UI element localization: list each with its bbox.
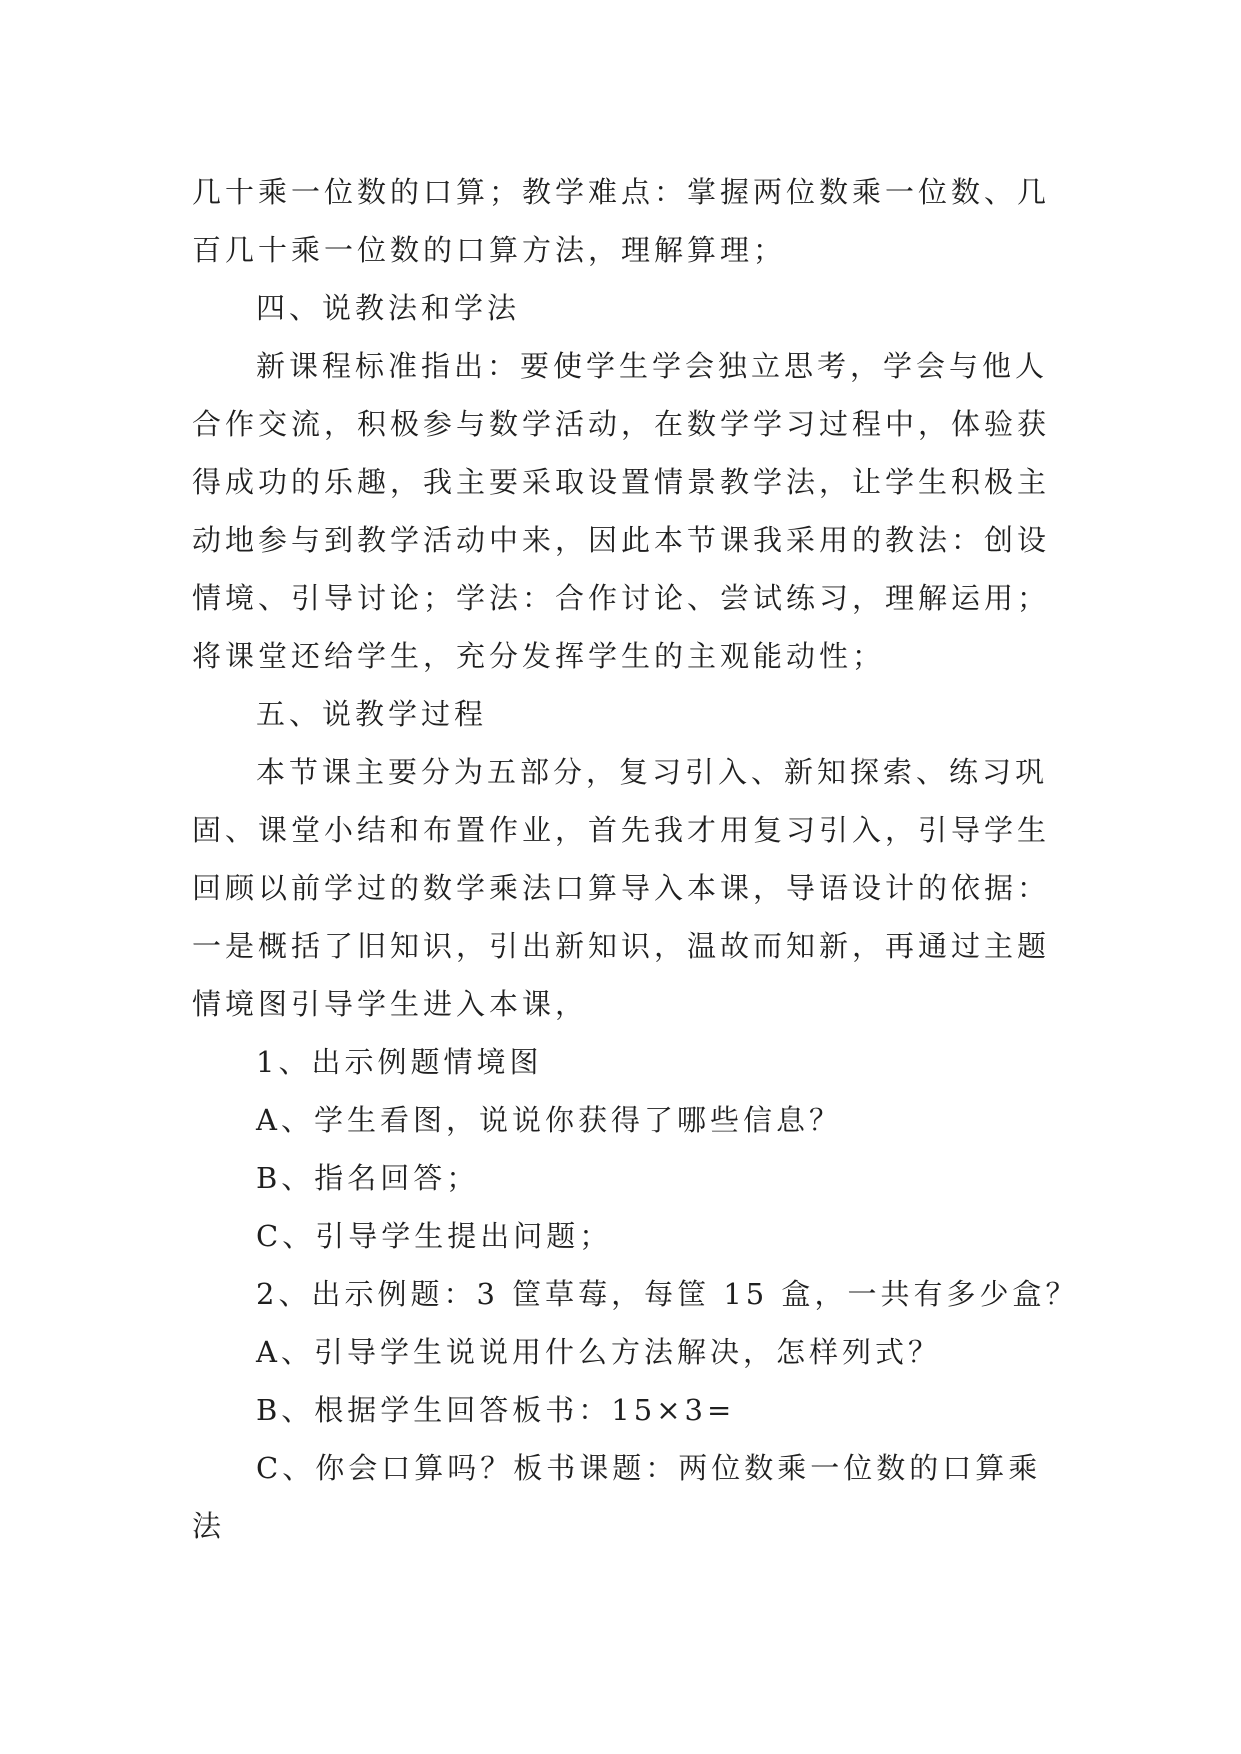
paragraph-line: 一是概括了旧知识，引出新知识，温故而知新，再通过主题 [192, 929, 1051, 963]
paragraph-line: 百几十乘一位数的口算方法，理解算理； [192, 233, 787, 267]
paragraph-line: 回顾以前学过的数学乘法口算导入本课，导语设计的依据： [192, 871, 1051, 905]
section-heading: 四、说教法和学法 [256, 291, 521, 325]
paragraph-line: 法 [192, 1509, 226, 1543]
paragraph-line: 得成功的乐趣，我主要采取设置情景教学法，让学生积极主 [192, 465, 1051, 499]
paragraph-line: 固、课堂小结和布置作业，首先我才用复习引入，引导学生 [192, 813, 1051, 847]
list-item: C、引导学生提出问题； [256, 1219, 613, 1253]
list-item: A、引导学生说说用什么方法解决，怎样列式？ [256, 1335, 941, 1369]
list-item: B、指名回答； [256, 1161, 480, 1195]
list-item: 1、出示例题情境图 [256, 1045, 543, 1079]
paragraph-line: 将课堂还给学生，充分发挥学生的主观能动性； [192, 639, 886, 673]
document-body [192, 163, 1079, 1555]
paragraph-line: 几十乘一位数的口算；教学难点：掌握两位数乘一位数、几 [192, 175, 1051, 209]
paragraph-line: 情境图引导学生进入本课， [192, 987, 589, 1021]
paragraph-line: 新课程标准指出：要使学生学会独立思考，学会与他人 [256, 349, 1049, 383]
paragraph-line: 合作交流，积极参与数学活动，在数学学习过程中，体验获 [192, 407, 1051, 441]
section-heading: 五、说教学过程 [256, 697, 488, 731]
list-item: C、你会口算吗？板书课题：两位数乘一位数的口算乘 [256, 1451, 1042, 1485]
paragraph-line: 动地参与到教学活动中来，因此本节课我采用的教法：创设 [192, 523, 1051, 557]
list-item: A、学生看图，说说你获得了哪些信息？ [256, 1103, 842, 1137]
paragraph-line: 本节课主要分为五部分，复习引入、新知探索、练习巩 [256, 755, 1049, 789]
list-item: B、根据学生回答板书：15×3= [256, 1393, 736, 1427]
list-item: 2、出示例题：3 筐草莓，每筐 15 盒，一共有多少盒？ [256, 1277, 1079, 1311]
paragraph-line: 情境、引导讨论；学法：合作讨论、尝试练习，理解运用； [192, 581, 1051, 615]
